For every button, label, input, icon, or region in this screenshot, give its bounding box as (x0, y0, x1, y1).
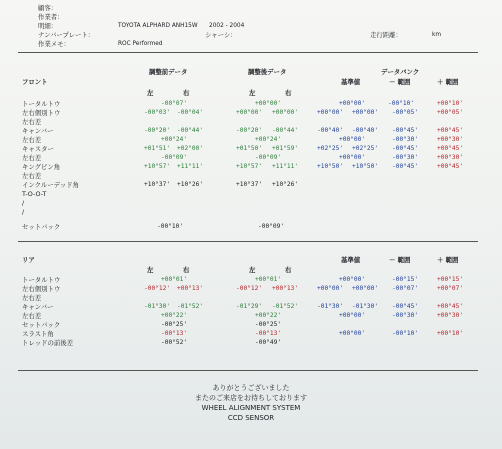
rear-row-total-toe: トータルトウ (22, 276, 61, 284)
rear-tread-diff-after: -00°49' (255, 339, 282, 346)
front-indiv-toe-before-right: -00°04' (177, 109, 204, 116)
front-row-kingpin: キングピン角 (22, 163, 61, 171)
front-databank-heading: データバンク (381, 68, 420, 76)
rear-indiv-toe-after-right: +00°13' (272, 285, 299, 292)
front-caster-after-right: +01°59' (272, 145, 299, 152)
rear-indiv-toe-minus: -00°07' (392, 285, 419, 292)
rear-before-left: 左 (147, 266, 154, 274)
front-setback-after: -00°09' (258, 223, 285, 230)
chassis-label: シャーシ： (205, 31, 237, 39)
rear-total-toe-standard: +00°00' (339, 276, 366, 283)
front-indiv-toe-minus: -00°05' (392, 109, 419, 116)
rear-thrust-before: -00°13' (161, 330, 188, 337)
rear-standard-heading: 基準値 (341, 256, 361, 264)
header-divider (18, 52, 478, 53)
front-row-included-angle: インクルーデッド角 (22, 181, 80, 189)
footer-welcome-back: またのご来店をお待ちしております (195, 394, 307, 402)
front-row-total-toe: トータルトウ (22, 100, 61, 108)
rear-plus-range-heading: ＋ 範囲 (437, 256, 459, 264)
rear-before-right: 右 (183, 266, 190, 274)
front-included-after-left: +10°37' (236, 181, 263, 188)
operator-label: 作業者： (38, 13, 64, 21)
front-caster-diff-plus: +00°30' (437, 154, 464, 161)
rear-total-toe-minus: -00°15' (392, 276, 419, 283)
front-camber-diff-before: +00°24' (161, 136, 188, 143)
front-included-before-right: +10°26' (177, 181, 204, 188)
front-total-toe-standard: +00°00' (339, 100, 366, 107)
rear-thrust-standard: +00°00' (339, 330, 366, 337)
front-camber-before-right: -00°44' (177, 127, 204, 134)
front-total-toe-after: +00°00' (255, 100, 282, 107)
rear-camber-diff-before: +00°22' (161, 312, 188, 319)
front-row-toe-diff: 左右差 (22, 118, 42, 126)
footer-divider (18, 370, 478, 371)
rear-camber-after-right: -01°52' (272, 303, 299, 310)
memo-value: ROC Performed (118, 41, 163, 47)
rear-row-thrust-angle: スラスト角 (22, 330, 54, 338)
front-row-toot: T-O-O-T (22, 190, 47, 198)
front-caster-diff-after: -00°09' (255, 154, 282, 161)
front-after-right: 右 (285, 89, 292, 97)
front-plus-range-heading: ＋ 範囲 (437, 78, 459, 86)
rear-row-camber: キャンバー (22, 303, 54, 311)
front-total-toe-before: -00°07' (161, 100, 188, 107)
front-camber-after-left: -00°20' (236, 127, 263, 134)
front-indiv-toe-plus: +00°05' (437, 109, 464, 116)
rear-setback-before: -00°25' (161, 321, 188, 328)
front-indiv-toe-after-right: +00°00' (272, 109, 299, 116)
rear-row-camber-diff: 左右差 (22, 312, 42, 320)
front-caster-diff-minus: -00°30' (392, 154, 419, 161)
rear-minus-range-heading: － 範囲 (389, 256, 411, 264)
front-row-camber-diff: 左右差 (22, 136, 42, 144)
rear-camber-plus: +00°45' (437, 303, 464, 310)
front-minus-range-heading: － 範囲 (389, 78, 411, 86)
rear-indiv-toe-plus: +00°07' (437, 285, 464, 292)
front-camber-diff-standard: +00°00' (339, 136, 366, 143)
rear-camber-diff-after: +00°22' (255, 312, 282, 319)
front-camber-before-left: -00°20' (144, 127, 171, 134)
front-caster-after-left: +01°50' (236, 145, 263, 152)
front-standard-heading: 基準値 (341, 78, 361, 86)
front-kingpin-standard-left: +10°50' (317, 163, 344, 170)
rear-total-toe-after: +00°01' (255, 276, 282, 283)
rear-camber-diff-standard: +00°00' (339, 312, 366, 319)
front-camber-diff-plus: +00°30' (437, 136, 464, 143)
rear-camber-diff-minus: -00°30' (392, 312, 419, 319)
front-indiv-toe-before-left: -00°03' (144, 109, 171, 116)
front-section-title: フロント (22, 78, 48, 86)
rear-tread-diff-before: -00°52' (161, 339, 188, 346)
front-before-right: 右 (183, 89, 190, 97)
front-included-before-left: +10°37' (144, 181, 171, 188)
rear-camber-standard-left: -01°30' (317, 303, 344, 310)
rear-thrust-after: -00°13' (255, 330, 282, 337)
rear-row-setback: セットバック (22, 321, 61, 329)
rear-camber-standard-right: -01°30' (352, 303, 379, 310)
front-caster-diff-standard: +00°00' (339, 154, 366, 161)
front-caster-before-left: +01°51' (144, 145, 171, 152)
front-caster-plus: +00°45' (437, 145, 464, 152)
rear-thrust-plus: +00°10' (437, 330, 464, 337)
rear-total-toe-plus: +00°15' (437, 276, 464, 283)
front-caster-before-right: +02°00' (177, 145, 204, 152)
rear-camber-before-left: -01°30' (144, 303, 171, 310)
front-row-kingpin-diff: 左右差 (22, 172, 42, 180)
front-camber-diff-after: +00°24' (255, 136, 282, 143)
front-caster-minus: -00°45' (392, 145, 419, 152)
rear-camber-minus: -00°45' (392, 303, 419, 310)
front-after-left: 左 (249, 89, 256, 97)
front-caster-standard-right: +02°25' (352, 145, 379, 152)
front-kingpin-plus: +00°45' (437, 163, 464, 170)
front-kingpin-before-right: +11°11' (177, 163, 204, 170)
mileage-label: 走行距離： (370, 31, 402, 39)
rear-after-left: 左 (249, 266, 256, 274)
front-setback-before: -00°10' (157, 223, 184, 230)
rear-section-title: リア (22, 256, 35, 264)
rear-row-individual-toe: 左右個別トウ (22, 285, 61, 293)
mileage-unit: km (432, 32, 442, 38)
footer-sensor-type: CCD SENSOR (227, 414, 275, 422)
front-indiv-toe-after-left: +00°00' (236, 109, 263, 116)
front-before-left: 左 (147, 89, 154, 97)
section-divider (18, 241, 478, 242)
front-caster-diff-before: -00°09' (161, 154, 188, 161)
front-kingpin-standard-right: +10°50' (352, 163, 379, 170)
rear-row-tread-diff: トレッドの前後差 (22, 339, 74, 347)
footer-system-name: WHEEL ALIGNMENT SYSTEM (201, 404, 301, 412)
front-kingpin-after-left: +10°57' (236, 163, 263, 170)
front-row-setback: セットバック (22, 223, 61, 231)
rear-camber-after-left: -01°29' (236, 303, 263, 310)
front-indiv-toe-standard-right: +00°00' (352, 109, 379, 116)
front-camber-after-right: -00°44' (272, 127, 299, 134)
front-row-slash-1: / (22, 199, 25, 207)
front-row-camber: キャンバー (22, 127, 54, 135)
plate-label: ナンバープレート： (38, 31, 95, 39)
rear-total-toe-before: +00°01' (161, 276, 188, 283)
rear-indiv-toe-before-left: -00°12' (144, 285, 171, 292)
rear-indiv-toe-after-left: -00°12' (236, 285, 263, 292)
front-kingpin-before-left: +10°57' (144, 163, 171, 170)
vehicle-model: TOYOTA ALPHARD ANH15W (118, 23, 198, 29)
vehicle-years: 2002 - 2004 (209, 23, 245, 29)
memo-label: 作業メモ： (38, 40, 70, 48)
front-camber-diff-minus: -00°30' (392, 136, 419, 143)
front-total-toe-plus: +00°10' (437, 100, 464, 107)
rear-setback-after: -00°25' (255, 321, 282, 328)
spec-label: 明細： (38, 22, 58, 30)
front-kingpin-after-right: +11°11' (272, 163, 299, 170)
front-camber-plus: +00°45' (437, 127, 464, 134)
front-included-after-right: +10°26' (272, 181, 299, 188)
front-caster-standard-left: +02°25' (317, 145, 344, 152)
front-before-heading: 調整前データ (149, 68, 188, 76)
front-row-caster-diff: 左右差 (22, 154, 42, 162)
front-indiv-toe-standard-left: +00°00' (317, 109, 344, 116)
rear-camber-diff-plus: +00°30' (437, 312, 464, 319)
front-total-toe-minus: -00°10' (388, 100, 415, 107)
rear-indiv-toe-standard-left: +00°00' (317, 285, 344, 292)
rear-indiv-toe-before-right: +00°13' (177, 285, 204, 292)
front-row-individual-toe: 左右個別トウ (22, 109, 61, 117)
rear-after-right: 右 (285, 266, 292, 274)
front-row-slash-2: / (22, 208, 25, 216)
rear-camber-before-right: -01°52' (177, 303, 204, 310)
front-row-caster: キャスター (22, 145, 54, 153)
footer-thanks: ありがとうございました (212, 384, 290, 392)
front-camber-standard-right: -00°40' (352, 127, 379, 134)
rear-indiv-toe-standard-right: +00°00' (352, 285, 379, 292)
rear-row-toe-diff: 左右差 (22, 294, 42, 302)
customer-label: 顧客： (38, 4, 58, 12)
front-camber-standard-left: -00°40' (317, 127, 344, 134)
front-after-heading: 調整後データ (248, 68, 287, 76)
rear-thrust-minus: -00°10' (392, 330, 419, 337)
front-camber-minus: -00°45' (392, 127, 419, 134)
front-kingpin-minus: -00°45' (392, 163, 419, 170)
